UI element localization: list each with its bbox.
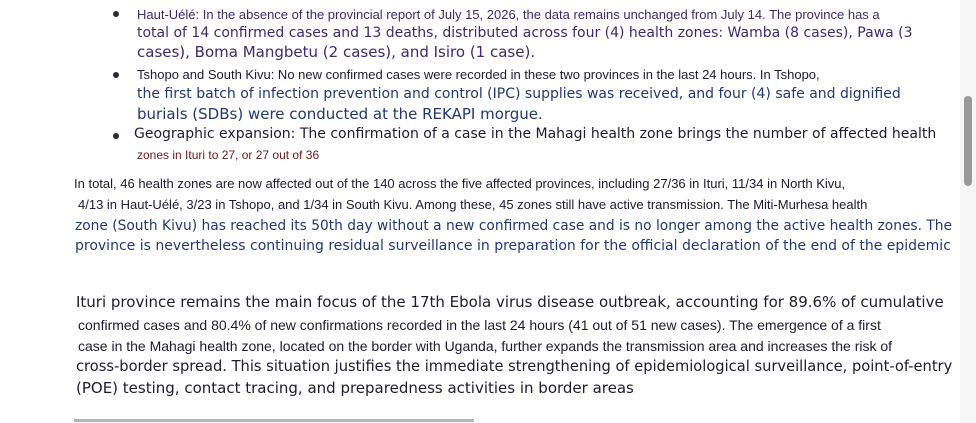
- list-item-text-line: total of 14 confirmed cases and 13 deaths, distributed across four (4) health zones: Wamba (8 cases), Pawa (3: [137, 25, 913, 41]
- list-item-text-line: Tshopo and South Kivu: No new confirmed cases were recorded in these two provinces in the last 24 hours. In Tshopo,: [137, 67, 820, 82]
- paragraph-text-line: Ituri province remains the main focus of the 17th Ebola virus disease outbreak, accounting for 89.6% of cumulative: [76, 293, 944, 311]
- bottom-divider: [74, 419, 474, 422]
- list-item-text-line: cases), Boma Mangbetu (2 cases), and Isiro (1 case).: [137, 43, 536, 61]
- bullet-dot-icon: [113, 11, 119, 17]
- paragraph-text-line: zone (South Kivu) has reached its 50th day without a new confirmed case and is no longer among the active health zones. The: [75, 218, 952, 234]
- paragraph-text-line: confirmed cases and 80.4% of new confirmations recorded in the last 24 hours (41 out of 51 new cases). The emergence of a first: [78, 317, 881, 333]
- list-item-text-line: Geographic expansion: The confirmation of a case in the Mahagi health zone brings the number of affected health: [134, 126, 937, 142]
- paragraph-text-line: 4/13 in Haut-Uélé, 3/23 in Tshopo, and 1/34 in South Kivu. Among these, 45 zones still have active transmission. The Miti-Murhesa health: [78, 197, 868, 212]
- scrollbar-thumb[interactable]: [964, 96, 972, 186]
- paragraph-text-line: cross-border spread. This situation justifies the immediate strengthening of epidemiological surveillance, point-of-entry: [76, 357, 953, 375]
- bullet-dot-icon: [113, 133, 119, 139]
- list-item-text-line: the first batch of infection prevention and control (IPC) supplies was received, and four (4) safe and dignified: [137, 86, 901, 102]
- paragraph-text-line: (POE) testing, contact tracing, and preparedness activities in border areas: [76, 379, 634, 397]
- list-item-text-line: Haut-Uélé: In the absence of the provincial report of July 15, 2026, the data remains unchanged from July 14. The province has a: [137, 7, 880, 22]
- paragraph-text-line: In total, 46 health zones are now affected out of the 140 across the five affected provinces, including 27/36 in Ituri, 11/34 in North Kivu,: [74, 176, 846, 191]
- paragraph-text-line: case in the Mahagi health zone, located on the border with Uganda, further expands the transmission area and increases the risk of: [78, 338, 893, 354]
- list-item-text-line: burials (SDBs) were conducted at the REKAPI morgue.: [137, 105, 543, 123]
- vertical-scrollbar[interactable]: [960, 0, 976, 423]
- paragraph-text-line: province is nevertheless continuing residual surveillance in preparation for the official declaration of the end of the epidemic: [75, 238, 951, 254]
- list-item-text-line: zones in Ituri to 27, or 27 out of 36: [137, 148, 320, 162]
- bullet-dot-icon: [113, 72, 119, 78]
